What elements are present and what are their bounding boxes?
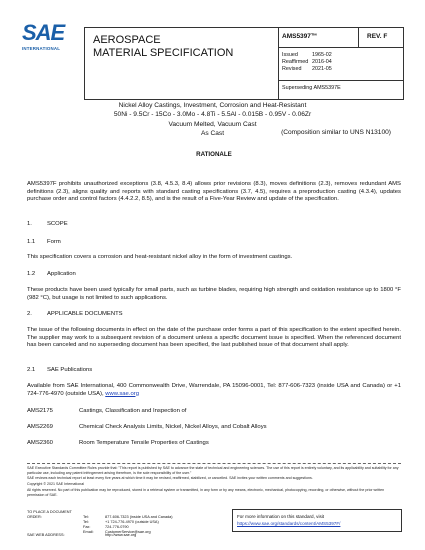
logo-brand: SAE — [22, 20, 65, 45]
superseding-divider — [278, 80, 403, 81]
header-box — [84, 27, 404, 100]
section-1-1-heading — [27, 239, 61, 247]
more-info-link[interactable]: https://www.sae.org/standards/content/AMS5397F/ — [237, 521, 341, 526]
section-1-2-text: These products have been used typically for small parts, such as turbine blades, requiring high strength and oxidation resistance up to 1800 °F (982 °C), but usage is not limited to such applications. — [27, 287, 401, 301]
subtitle-line-1: Nickel Alloy Castings, Investment, Corrosion and Heat-Resistant — [118, 102, 307, 109]
web-address-value: http://www.sae.org — [105, 533, 137, 537]
section-2-heading — [27, 311, 123, 319]
section-1-2-heading — [27, 271, 76, 279]
subtitle-line-2: 50Ni - 9.5Cr - 15Co - 3.0Mo - 4.8Ti - 5.5Al - 0.015B - 0.95V - 0.06Zr — [113, 111, 312, 119]
title-line-1: AEROSPACE — [93, 34, 161, 46]
header-info-cell — [278, 28, 403, 99]
section-2-text: The issue of the following documents in effect on the date of the purchase order forms a part of this specification to the extent specified herein. The supplier may work to a subsequent revision of a document unless a specific document issue is specified. When the referenced document has been canceled and no superseding document has been specified, the last published issue of that document shall apply. — [27, 327, 401, 349]
composition-note: (Composition similar to UNS N13100) — [281, 129, 391, 136]
web-address-row — [27, 533, 136, 537]
superseding-text: Superseding AMS5397E — [282, 85, 341, 91]
section-1-1-title: Form — [47, 239, 61, 245]
section-1-heading — [27, 221, 68, 229]
fax-value: 724-776-0790 — [105, 525, 129, 529]
section-1-title: SCOPE — [47, 221, 68, 227]
legal-footer — [27, 466, 401, 498]
revision-label: REV. F — [367, 33, 388, 40]
section-1-2-title: Application — [47, 271, 76, 277]
issued-date: 1965-02 — [312, 52, 332, 58]
section-1-1-text: This specification covers a corrosion and heat-resistant nickel alloy in the form of investment castings. — [27, 254, 293, 260]
section-2-1-title: SAE Publications — [47, 367, 93, 373]
email-value: CustomerService@sae.org — [105, 530, 151, 534]
order-contact-block — [27, 510, 227, 535]
section-2-1-number: 2.1 — [27, 367, 36, 373]
section-1-1-number: 1.1 — [27, 239, 36, 245]
reaffirmed-label: Reaffirmed — [282, 59, 309, 66]
section-2-number: 2. — [27, 311, 32, 317]
ams-row — [278, 28, 403, 48]
tel-value: 877-606-7323 (inside USA and Canada) — [105, 515, 173, 519]
footer-copyright: Copyright © 2021 SAE International — [27, 482, 84, 487]
subtitle-line-4: As Cast — [200, 129, 225, 137]
fax-label: Fax: — [83, 525, 91, 529]
tel2-label: Tel: — [83, 520, 89, 524]
footer-divider — [27, 463, 401, 464]
ams-code: AMS5397™ — [282, 33, 318, 40]
revised-label: Revised — [282, 66, 302, 73]
ref-code-2: AMS2269 — [27, 424, 53, 430]
section-2-title: APPLICABLE DOCUMENTS — [47, 311, 123, 317]
subtitle-line-3: Vacuum Melted, Vacuum Cast — [168, 120, 257, 128]
footer-disclaimer: SAE Executive Standards Committee Rules provide that: "This report is published by SAE to advance the state of technical and engineering sciences. The use of this report is entirely voluntary, and its applicability and suitability for any particular use, including any patent infringement arising therefrom, is the sole responsibility of the user." — [27, 466, 399, 475]
logo-subtitle: INTERNATIONAL — [22, 46, 61, 51]
ref-code-1: AMS2175 — [27, 408, 53, 414]
document-type-title — [93, 34, 233, 60]
sae-logo — [22, 22, 70, 62]
more-info-text: For more information on this standard, visit — [237, 514, 325, 519]
email-label: Email: — [83, 530, 94, 534]
section-1-number: 1. — [27, 221, 32, 227]
rationale-text: AMS5397F prohibits unauthorized exceptions (3.8, 4.5.3, 8.4) allows prior revisions (8.3), moves definitions (2.3), removes redundant AMS definitions (2.3), aligns quality and reports with standard casting specifications (3.7, 4.5), requires a preproduction casting (4.3.4), updates purchase order and control factors (4.4.2.2, 8.5), and is the result of a Five-Year Review and update of the specification. — [27, 181, 401, 203]
ref-desc-1: Castings, Classification and Inspection of — [79, 408, 187, 414]
footer-rights: All rights reserved. No part of this publication may be reproduced, stored in a retrieval system or transmitted, in any form or by any means, electronic, mechanical, photocopying, recording, or otherwise, without the prior written permission of SAE. — [27, 487, 385, 497]
ref-desc-2: Chemical Check Analysis Limits, Nickel, Nickel Alloys, and Cobalt Alloys — [79, 424, 267, 430]
tel-label: Tel: — [83, 515, 89, 519]
more-info-box — [232, 509, 402, 532]
order-label: TO PLACE A DOCUMENT ORDER: — [27, 510, 72, 519]
issued-label: Issued — [282, 52, 298, 58]
ref-desc-3: Room Temperature Tensile Properties of Castings — [79, 440, 209, 446]
web-address-label: SAE WEB ADDRESS: — [27, 533, 65, 537]
footer-review-note: SAE reviews each technical report at least every five years at which time it may be revised, reaffirmed, stabilized, or cancelled. SAE invites your written comments and suggestions. — [27, 476, 313, 481]
revised-date: 2021-05 — [312, 66, 332, 73]
sae-website-link[interactable]: www.sae.org — [105, 390, 139, 397]
section-2-1-text — [27, 383, 401, 398]
reaffirmed-date: 2016-04 — [312, 59, 332, 66]
section-1-2-number: 1.2 — [27, 271, 36, 277]
section-2-1-heading — [27, 367, 92, 375]
section-2-1-body: Available from SAE International, 400 Commonwealth Drive, Warrendale, PA 15096-0001, Tel: 877-606-7323 (inside USA and Canada) or +1 724-776-4970 (outside USA), — [27, 383, 401, 397]
ref-code-3: AMS2360 — [27, 440, 53, 446]
revision-cell — [358, 28, 404, 47]
dates-block — [282, 52, 332, 74]
rationale-heading: RATIONALE — [196, 151, 232, 158]
tel2-value: +1 724-776-4970 (outside USA) — [105, 520, 159, 524]
title-line-2: MATERIAL SPECIFICATION — [93, 47, 234, 59]
header-title-cell — [85, 28, 279, 99]
